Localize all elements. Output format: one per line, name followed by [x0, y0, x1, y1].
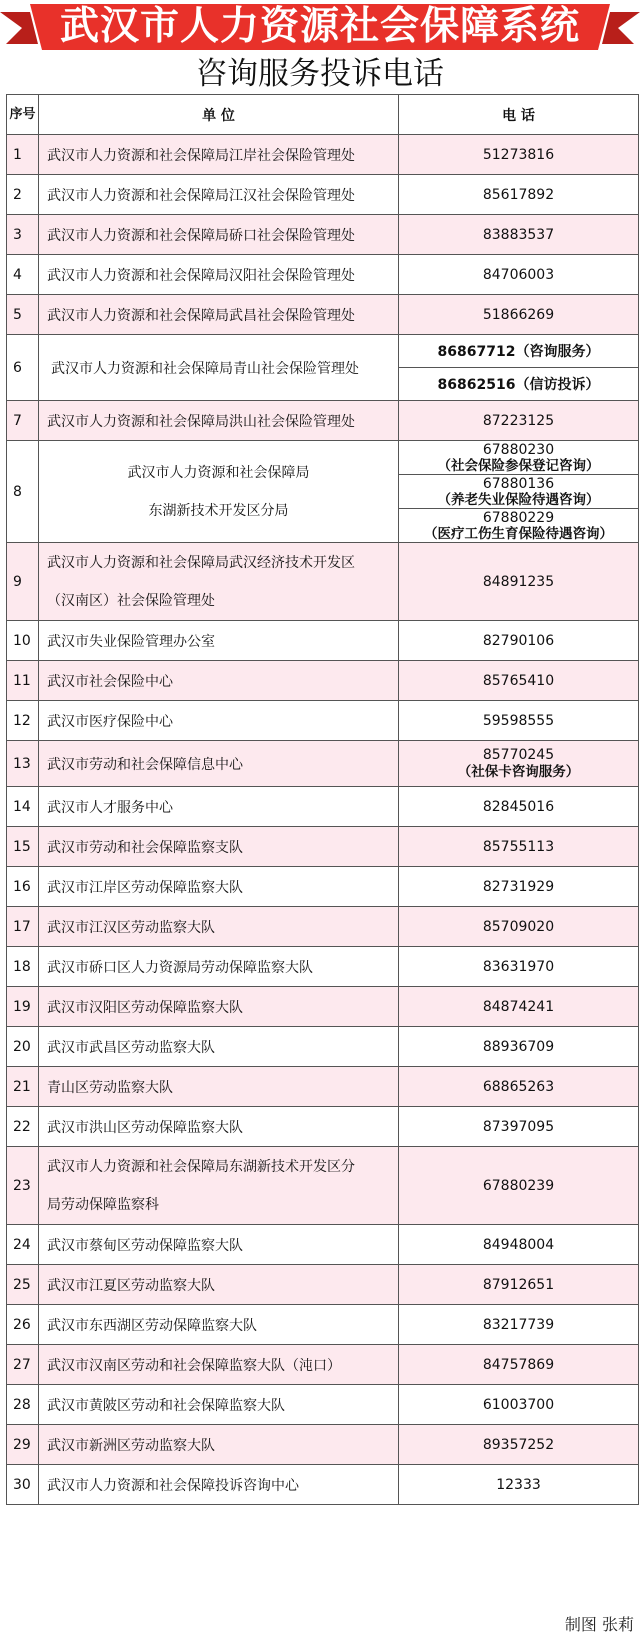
- table-row: [7, 401, 639, 441]
- table-row: [7, 335, 639, 368]
- row-seq: 6: [7, 335, 39, 401]
- row-seq: 29: [7, 1425, 39, 1465]
- table-row: [7, 1067, 639, 1107]
- row-unit: 武汉市新洲区劳动监察大队: [39, 1425, 399, 1465]
- phone-number: 67880230: [482, 441, 555, 458]
- table-row: [7, 787, 639, 827]
- row-seq: 19: [7, 987, 39, 1027]
- row-phone: [399, 509, 639, 543]
- row-phone: 84891235: [399, 543, 639, 621]
- table-row: [7, 621, 639, 661]
- row-unit: 武汉市人力资源和社会保障局江汉社会保险管理处: [39, 175, 399, 215]
- row-phone: 85755113: [399, 827, 639, 867]
- row-phone: 87223125: [399, 401, 639, 441]
- row-unit: 武汉市社会保险中心: [39, 661, 399, 701]
- row-unit: 武汉市江汉区劳动监察大队: [39, 907, 399, 947]
- row-seq: 15: [7, 827, 39, 867]
- row-phone: 84706003: [399, 255, 639, 295]
- row-phone: 86862516（信访投诉）: [399, 368, 639, 401]
- row-unit: 武汉市洪山区劳动保障监察大队: [39, 1107, 399, 1147]
- row-phone: 85617892: [399, 175, 639, 215]
- row-unit: 武汉市黄陂区劳动和社会保障监察大队: [39, 1385, 399, 1425]
- row-unit: 武汉市武昌区劳动监察大队: [39, 1027, 399, 1067]
- row-unit: 武汉市蔡甸区劳动保障监察大队: [39, 1225, 399, 1265]
- row-seq: 10: [7, 621, 39, 661]
- row-unit: [39, 1147, 399, 1225]
- row-phone: 87912651: [399, 1265, 639, 1305]
- phone-number: 85770245: [482, 746, 555, 763]
- row-phone: [399, 441, 639, 475]
- page-subtitle: 咨询服务投诉电话: [196, 56, 444, 92]
- row-seq: 11: [7, 661, 39, 701]
- row-phone: 68865263: [399, 1067, 639, 1107]
- row-seq: 12: [7, 701, 39, 741]
- row-phone: 85709020: [399, 907, 639, 947]
- row-phone: 59598555: [399, 701, 639, 741]
- row-unit: 武汉市劳动和社会保障信息中心: [39, 741, 399, 787]
- table-row: [7, 1305, 639, 1345]
- table-header-row: [7, 95, 639, 135]
- table-row: [7, 441, 639, 475]
- table-row: [7, 827, 639, 867]
- row-unit: [39, 441, 399, 543]
- page-title: 武汉市人力资源社会保障系统: [59, 4, 580, 49]
- row-unit: 武汉市人力资源和社会保障局硚口社会保险管理处: [39, 215, 399, 255]
- row-phone: 84948004: [399, 1225, 639, 1265]
- row-unit: 武汉市江岸区劳动保障监察大队: [39, 867, 399, 907]
- row-seq: 14: [7, 787, 39, 827]
- row-seq: 18: [7, 947, 39, 987]
- row-seq: 25: [7, 1265, 39, 1305]
- table-row: [7, 1345, 639, 1385]
- table-row: [7, 1027, 639, 1067]
- table-row: [7, 907, 639, 947]
- phone-number: 67880229: [482, 509, 555, 526]
- row-seq: 9: [7, 543, 39, 621]
- row-phone: 83883537: [399, 215, 639, 255]
- table-row: [7, 987, 639, 1027]
- chart-credit: 制图 张莉: [564, 1615, 634, 1634]
- row-phone: 82790106: [399, 621, 639, 661]
- row-unit: 青山区劳动监察大队: [39, 1067, 399, 1107]
- row-unit: 武汉市人力资源和社会保障局洪山社会保险管理处: [39, 401, 399, 441]
- phone-note: （社保卡咨询服务）: [457, 763, 580, 780]
- phone-note: （医疗工伤生育保险待遇咨询）: [424, 525, 613, 542]
- row-unit: [39, 543, 399, 621]
- phone-note: （社会保险参保登记咨询）: [437, 457, 600, 474]
- row-unit: 武汉市人才服务中心: [39, 787, 399, 827]
- table-row: [7, 1147, 639, 1225]
- table-row: [7, 947, 639, 987]
- header-unit: 单 位: [39, 95, 399, 135]
- row-unit: 武汉市医疗保险中心: [39, 701, 399, 741]
- phone-number: 67880136: [482, 475, 555, 492]
- row-seq: 26: [7, 1305, 39, 1345]
- row-seq: 13: [7, 741, 39, 787]
- table-row: [7, 215, 639, 255]
- row-seq: 4: [7, 255, 39, 295]
- row-unit-line: 局劳动保障监察科: [47, 1196, 159, 1213]
- row-phone: 61003700: [399, 1385, 639, 1425]
- row-unit: 武汉市人力资源和社会保障局江岸社会保险管理处: [39, 135, 399, 175]
- row-seq: 2: [7, 175, 39, 215]
- row-phone: 88936709: [399, 1027, 639, 1067]
- row-seq: 17: [7, 907, 39, 947]
- row-seq: 20: [7, 1027, 39, 1067]
- table-row: [7, 701, 639, 741]
- row-seq: 22: [7, 1107, 39, 1147]
- row-seq: 1: [7, 135, 39, 175]
- contact-table: [6, 94, 639, 1505]
- row-seq: 7: [7, 401, 39, 441]
- row-unit: 武汉市人力资源和社会保障投诉咨询中心: [39, 1465, 399, 1505]
- header-phone: 电 话: [399, 95, 639, 135]
- row-unit: 武汉市汉南区劳动和社会保障监察大队（沌口）: [39, 1345, 399, 1385]
- row-seq: 24: [7, 1225, 39, 1265]
- table-row: [7, 867, 639, 907]
- row-unit: 武汉市汉阳区劳动保障监察大队: [39, 987, 399, 1027]
- row-unit-line: 武汉市人力资源和社会保障局: [127, 464, 310, 481]
- row-seq: 8: [7, 441, 39, 543]
- row-phone: [399, 741, 639, 787]
- row-unit-line: 武汉市人力资源和社会保障局武汉经济技术开发区: [47, 554, 355, 571]
- table-row: [7, 1425, 639, 1465]
- row-unit: 武汉市人力资源和社会保障局武昌社会保险管理处: [39, 295, 399, 335]
- row-seq: 30: [7, 1465, 39, 1505]
- row-phone: 87397095: [399, 1107, 639, 1147]
- row-phone: 82845016: [399, 787, 639, 827]
- phone-note: （养老失业保险待遇咨询）: [437, 491, 600, 508]
- row-seq: 27: [7, 1345, 39, 1385]
- row-unit: 武汉市失业保险管理办公室: [39, 621, 399, 661]
- table-row: [7, 295, 639, 335]
- table-row: [7, 661, 639, 701]
- table-row: [7, 135, 639, 175]
- table-row: [7, 175, 639, 215]
- row-phone: 84874241: [399, 987, 639, 1027]
- row-seq: 21: [7, 1067, 39, 1107]
- row-phone: 84757869: [399, 1345, 639, 1385]
- row-seq: 23: [7, 1147, 39, 1225]
- row-phone: 67880239: [399, 1147, 639, 1225]
- row-phone: 89357252: [399, 1425, 639, 1465]
- table-row: [7, 255, 639, 295]
- row-seq: 3: [7, 215, 39, 255]
- row-seq: 5: [7, 295, 39, 335]
- row-unit-line: 武汉市人力资源和社会保障局东湖新技术开发区分: [47, 1158, 355, 1175]
- table-row: [7, 1385, 639, 1425]
- row-phone: 83631970: [399, 947, 639, 987]
- row-phone: 83217739: [399, 1305, 639, 1345]
- table-row: [7, 1465, 639, 1505]
- row-phone: 82731929: [399, 867, 639, 907]
- row-seq: 16: [7, 867, 39, 907]
- row-unit: 武汉市人力资源和社会保障局青山社会保险管理处: [39, 335, 399, 401]
- row-phone: 85765410: [399, 661, 639, 701]
- row-phone: 12333: [399, 1465, 639, 1505]
- row-unit-line: （汉南区）社会保险管理处: [47, 592, 215, 609]
- row-unit: 武汉市江夏区劳动监察大队: [39, 1265, 399, 1305]
- header-seq: 序号: [7, 95, 39, 135]
- table-row: [7, 1225, 639, 1265]
- table-row: [7, 1107, 639, 1147]
- row-unit-line: 东湖新技术开发区分局: [148, 502, 289, 519]
- row-phone: [399, 475, 639, 509]
- table-row: [7, 543, 639, 621]
- title-banner: [0, 0, 640, 58]
- row-unit: 武汉市人力资源和社会保障局汉阳社会保险管理处: [39, 255, 399, 295]
- row-unit: 武汉市东西湖区劳动保障监察大队: [39, 1305, 399, 1345]
- row-phone: 51273816: [399, 135, 639, 175]
- row-phone: 86867712（咨询服务）: [399, 335, 639, 368]
- row-seq: 28: [7, 1385, 39, 1425]
- table-row: [7, 1265, 639, 1305]
- row-unit: 武汉市硚口区人力资源局劳动保障监察大队: [39, 947, 399, 987]
- row-phone: 51866269: [399, 295, 639, 335]
- table-row: [7, 741, 639, 787]
- row-unit: 武汉市劳动和社会保障监察支队: [39, 827, 399, 867]
